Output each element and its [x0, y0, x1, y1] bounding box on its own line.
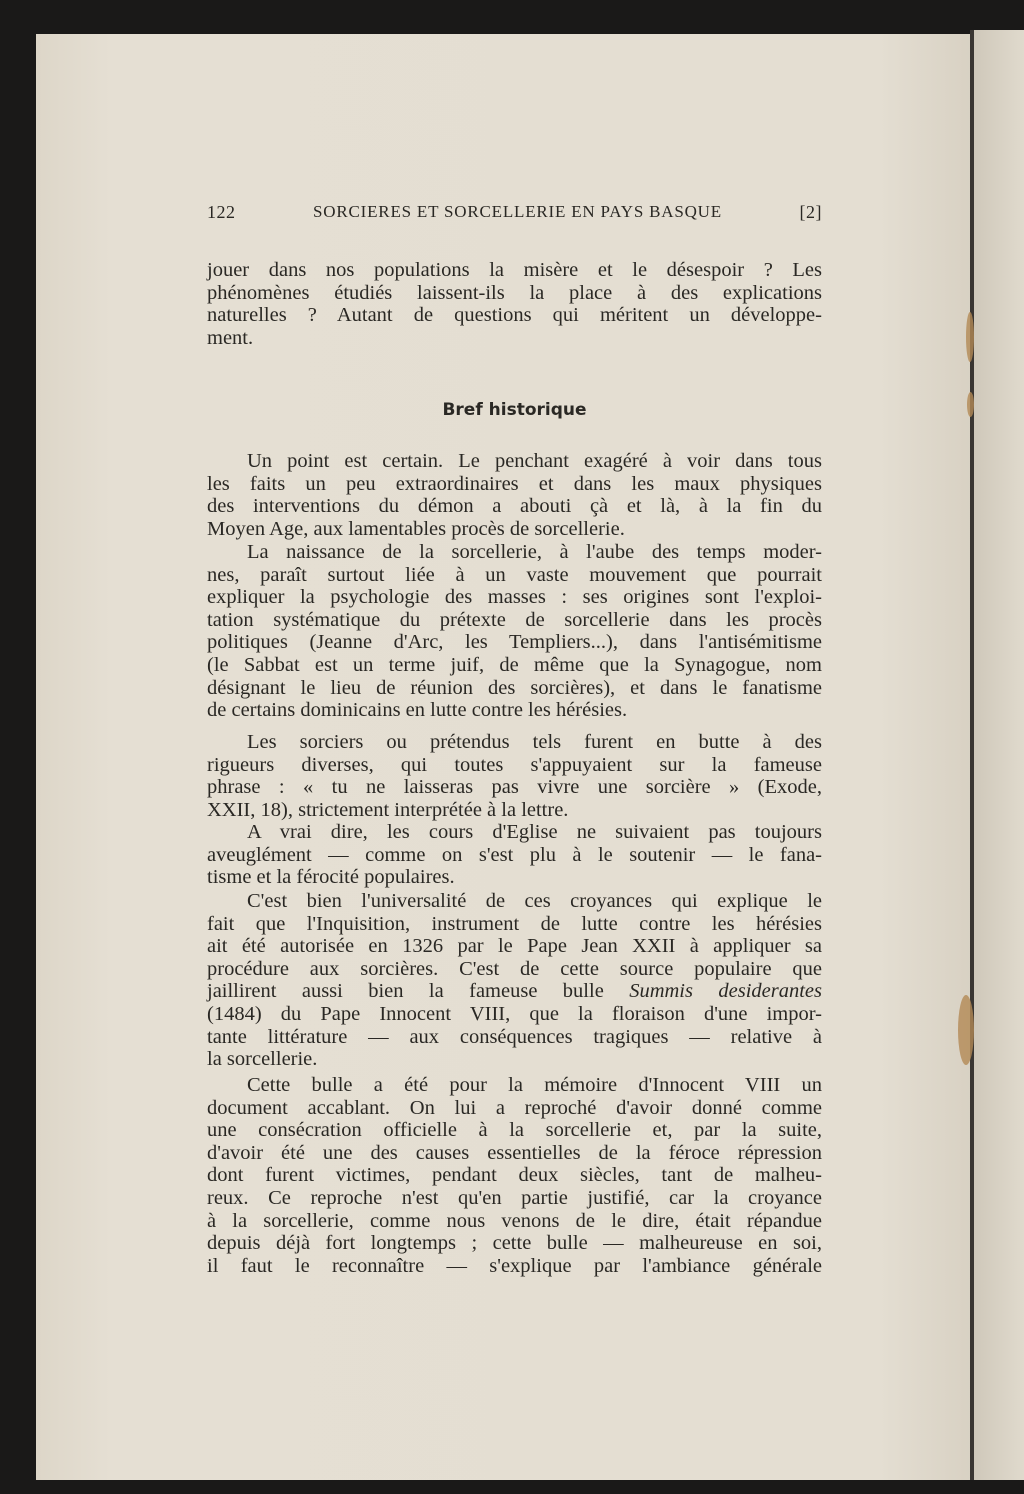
stain-mark: [967, 392, 974, 417]
text-line: (1484) du Pape Innocent VIII, que la floraison d'une impor-: [207, 1002, 822, 1025]
facing-page-edge: [974, 30, 1024, 1480]
text-line: il faut le reconnaître — s'explique par l'ambiance générale: [207, 1254, 822, 1277]
paragraph: [207, 541, 822, 722]
text-line: A vrai dire, les cours d'Eglise ne suivaient pas toujours: [247, 821, 822, 843]
text-line: Les sorciers ou prétendus tels furent en butte à des: [247, 731, 822, 753]
section-number: [2]: [799, 202, 822, 222]
section-heading: Bref historique: [442, 400, 587, 420]
text-line: aveuglément — comme on s'est plu à le soutenir — le fana-: [207, 843, 822, 866]
text-line: des interventions du démon a abouti çà et là, à la fin du: [207, 495, 822, 518]
running-header: [207, 202, 822, 223]
text-line: une consécration officielle à la sorcellerie et, par la suite,: [207, 1119, 822, 1142]
text-line: à la sorcellerie, comme nous venons de le dire, était répandue: [207, 1209, 822, 1232]
paragraph: [207, 259, 822, 349]
text-line: fait que l'Inquisition, instrument de lutte contre les hérésies: [207, 912, 822, 935]
text-line: Cette bulle a été pour la mémoire d'Innocent VIII un: [247, 1074, 822, 1096]
text-line: jouer dans nos populations la misère et le désespoir ? Les: [207, 259, 822, 281]
text-line: politiques (Jeanne d'Arc, les Templiers...), dans l'antisémitisme: [207, 631, 822, 654]
paragraph: [207, 1074, 822, 1277]
text-line: ment.: [207, 326, 254, 349]
text-line: reux. Ce reproche n'est qu'en partie justifié, car la croyance: [207, 1186, 822, 1209]
text-line: la sorcellerie.: [207, 1048, 318, 1071]
text-line: tisme et la férocité populaires.: [207, 866, 455, 889]
text-line: jaillirent aussi bien la fameuse bulle Summis desiderantes: [207, 980, 823, 1003]
text-line: XXII, 18), strictement interprétée à la lettre.: [207, 798, 569, 821]
text-line: C'est bien l'universalité de ces croyances qui explique le: [247, 890, 822, 912]
paragraph: [207, 731, 822, 821]
text-line: expliquer la psychologie des masses : ses origines sont l'exploi-: [207, 586, 822, 609]
text-line: (le Sabbat est un terme juif, de même que la Synagogue, nom: [207, 653, 822, 676]
text-line: La naissance de la sorcellerie, à l'aube des temps moder-: [247, 541, 822, 563]
text-line: d'avoir été une des causes essentielles de la féroce répression: [207, 1141, 822, 1164]
text-line: phénomènes étudiés laissent-ils la place à des explications: [207, 281, 822, 304]
paragraph: [207, 821, 822, 889]
text-line: les faits un peu extraordinaires et dans les maux physiques: [207, 472, 822, 495]
text-line: phrase : « tu ne laisseras pas vivre une sorcière » (Exode,: [207, 776, 822, 799]
text-line: Un point est certain. Le penchant exagéré à voir dans tous: [247, 450, 822, 472]
text-line: depuis déjà fort longtemps ; cette bulle — malheureuse en soi,: [207, 1232, 822, 1255]
text-line: nes, paraît surtout liée à un vaste mouvement que pourrait: [207, 563, 822, 586]
text-line: document accablant. On lui a reproché d'avoir donné comme: [207, 1096, 822, 1119]
text-line: rigueurs diverses, qui toutes s'appuyaient sur la fameuse: [207, 753, 822, 776]
text-line: tante littérature — aux conséquences tragiques — relative à: [207, 1025, 822, 1048]
stain-mark: [958, 995, 974, 1065]
text-line: désignant le lieu de réunion des sorcières), et dans le fanatisme: [207, 676, 822, 699]
paragraph: [207, 450, 822, 540]
page-number: 122: [207, 202, 236, 222]
text-line: procédure aux sorcières. C'est de cette source populaire que: [207, 957, 822, 980]
text-line: de certains dominicains en lutte contre les hérésies.: [207, 699, 628, 722]
paragraph: [207, 890, 822, 1071]
running-title: SORCIERES ET SORCELLERIE EN PAYS BASQUE: [313, 202, 722, 221]
text-line: ait été autorisée en 1326 par le Pape Jean XXII à appliquer sa: [207, 935, 822, 958]
text-line: dont furent victimes, pendant deux siècles, tant de malheu-: [207, 1164, 822, 1187]
text-line: Moyen Age, aux lamentables procès de sorcellerie.: [207, 517, 625, 540]
text-line: naturelles ? Autant de questions qui méritent un développe-: [207, 304, 822, 327]
text-line: tation systématique du prétexte de sorcellerie dans les procès: [207, 608, 822, 631]
stain-mark: [966, 312, 974, 362]
